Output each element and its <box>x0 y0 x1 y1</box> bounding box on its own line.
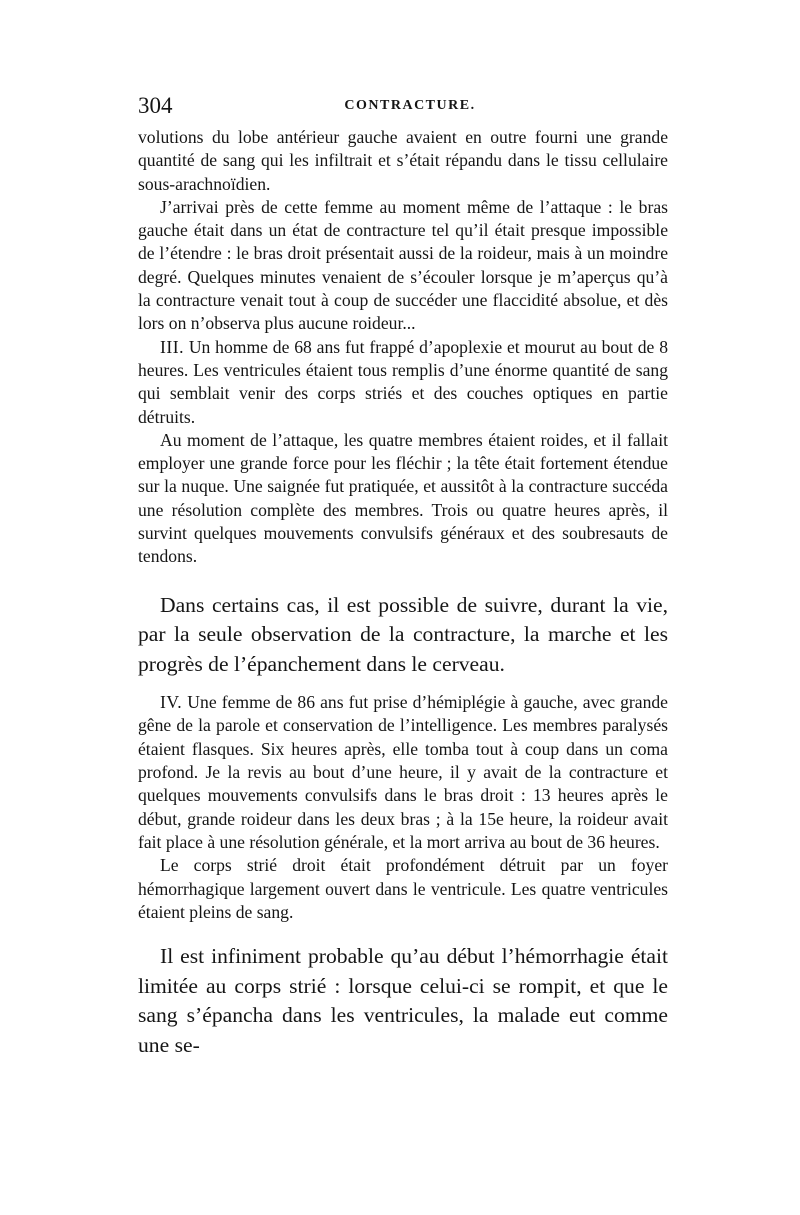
paragraph-text: J’arrivai près de cette femme au moment même de l’attaque : le bras gauche était dans un état de contracture tel qu’il était presque impossible de l’étendre : le bras droit présentait aussi de la roideur, mais à un moindre degré. Quelques minutes venaient de s’écouler lorsque je m’aperçus qu’à la contracture venait tout à coup de succéder une flaccidité absolue, et dès lors on n’observa plus aucune roideur... <box>138 196 668 334</box>
paragraph-text: Il est infiniment probable qu’au début l’hémorrhagie était limitée au corps strié : lorsque celui-ci se rompit, et que le sang s’épancha dans les ventricules, la malade eut comme une se- <box>138 944 668 1057</box>
book-page <box>138 92 668 1060</box>
paragraph-text: volutions du lobe antérieur gauche avaient en outre fourni une grande quantité de sang qui les infiltrait et s’était répandu dans le tissu cellulaire sous-arachnoïdien. <box>138 127 668 194</box>
paragraph-summary-1 <box>138 591 668 680</box>
paragraph-case-iv <box>138 691 668 854</box>
page-number: 304 <box>138 93 173 118</box>
paragraph-case-iii-details <box>138 429 668 569</box>
paragraph-summary-2 <box>138 942 668 1060</box>
page-header <box>138 92 668 126</box>
paragraph-case-iii <box>138 336 668 429</box>
paragraph-text: Dans certains cas, il est possible de suivre, durant la vie, par la seule observation de la contracture, la marche et les progrès de l’épanchement dans le cerveau. <box>138 592 668 676</box>
paragraph-text: Un homme de 68 ans fut frappé d’apoplexie et mourut au bout de 8 heures. Les ventricules étaient tous remplis d’une énorme quantité de sang qui semblait venir des corps striés et des couches optiques en partie détruits. <box>138 336 668 427</box>
running-title: CONTRACTURE. <box>344 98 476 113</box>
case-number: IV. <box>160 692 183 713</box>
paragraph-continuation <box>138 126 668 196</box>
page-body <box>138 126 668 1060</box>
case-number: III. <box>160 336 184 357</box>
paragraph-observation-attack <box>138 196 668 336</box>
paragraph-text: Le corps strié droit était profondément détruit par un foyer hémorrhagique largement ouvert dans le ventricule. Les quatre ventricules étaient pleins de sang. <box>138 855 668 922</box>
paragraph-text: Au moment de l’attaque, les quatre membres étaient roides, et il fallait employer une grande force pour les fléchir ; la tête était fortement étendue sur la nuque. Une saignée fut pratiquée, et aussitôt à la contracture succéda une résolution complète des membres. Trois ou quatre heures après, il survint quelques mouvements convulsifs généraux et des soubresauts de tendons. <box>138 429 668 567</box>
paragraph-case-iv-autopsy <box>138 854 668 924</box>
paragraph-text: Une femme de 86 ans fut prise d’hémiplégie à gauche, avec grande gêne de la parole et conservation de l’intelligence. Les membres paralysés étaient flasques. Six heures après, elle tomba tout à coup dans un coma profond. Je la revis au bout d’une heure, il y avait de la contracture et quelques mouvements convulsifs dans le bras droit : 13 heures après le début, grande roideur dans les deux bras ; à la 15e heure, la roideur avait fait place à une résolution générale, et la mort arriva au bout de 36 heures. <box>138 692 668 852</box>
